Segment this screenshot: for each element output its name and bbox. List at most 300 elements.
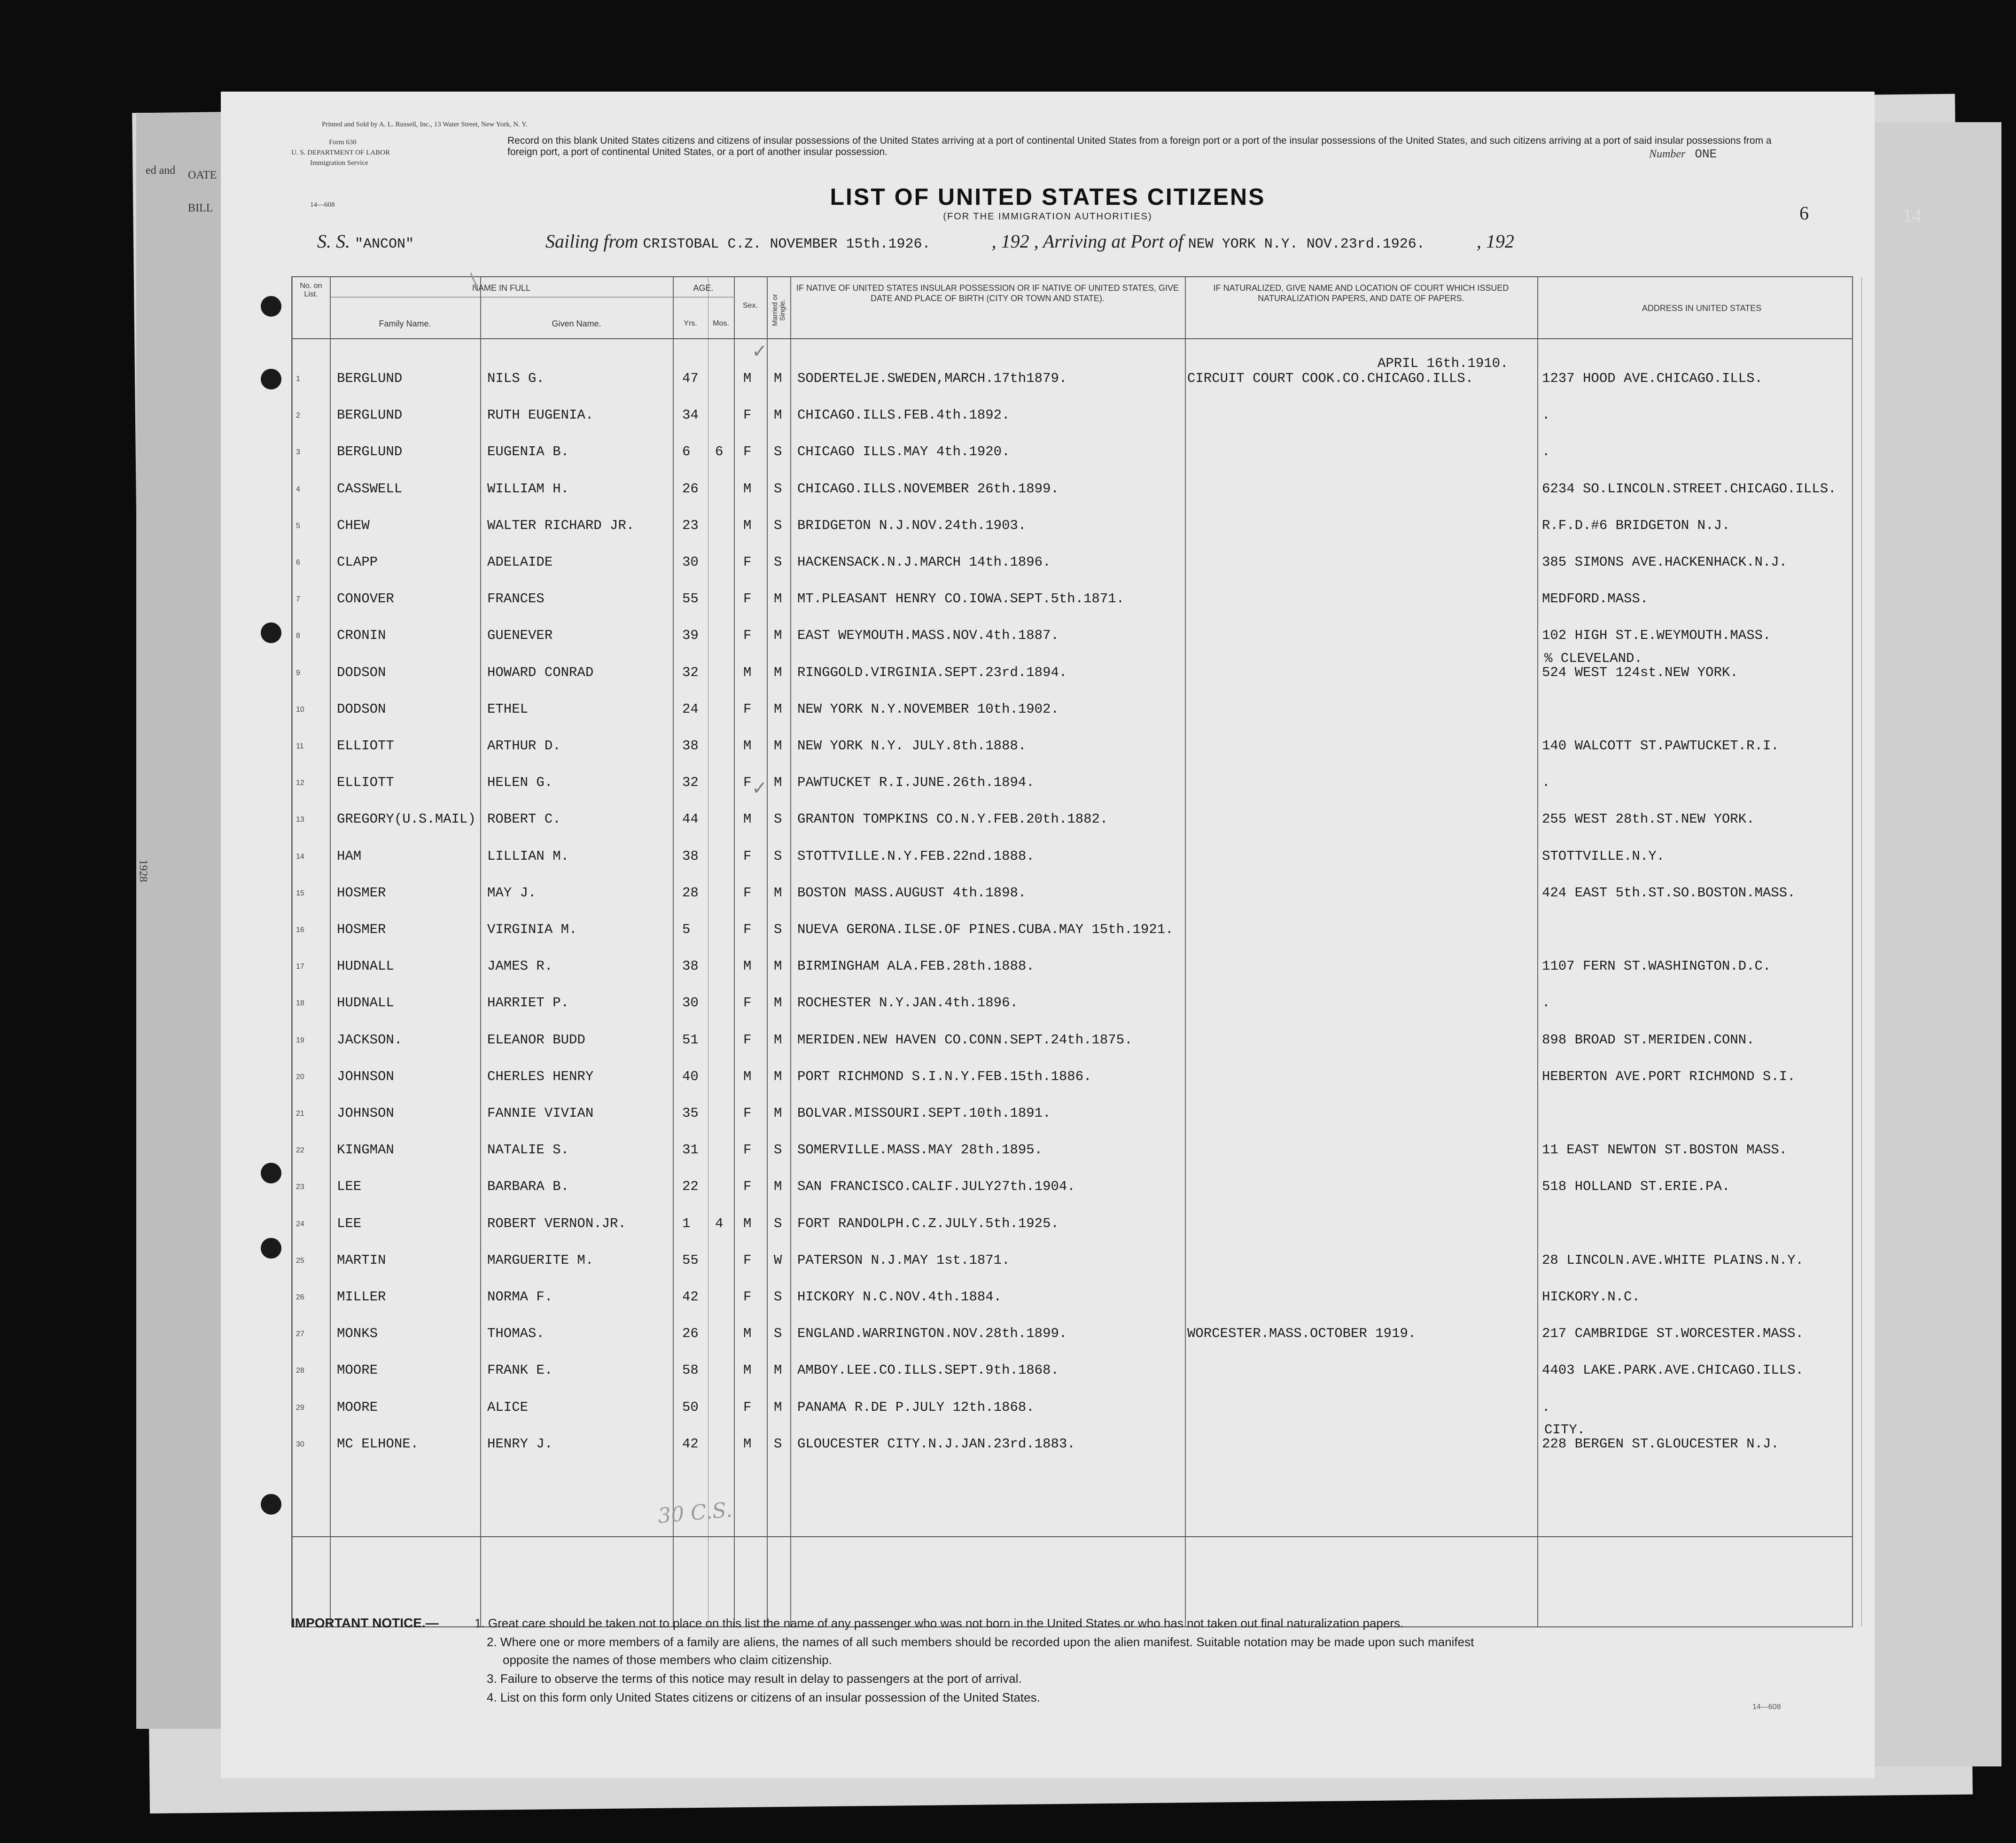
age-years: 42 [682,1436,699,1452]
column-header-age: AGE. [693,283,714,293]
number-label: Number [1649,148,1686,160]
sex: M [743,664,752,680]
table-row [292,756,1852,793]
sex: M [743,1068,752,1084]
table-row [292,793,1852,830]
sex: F [743,1399,752,1415]
manifest-page [221,92,1875,1778]
column-header-name: NAME IN FULL [472,283,531,293]
row-number: 7 [296,595,300,604]
table-row [292,426,1852,462]
family-name: MOORE [337,1399,378,1415]
family-name: BERGLUND [337,371,403,386]
notice-item: 3. Failure to observe the terms of this notice may result in delay to passengers at the port of arrival. [487,1672,1022,1686]
column-header-yrs: Yrs. [684,319,697,327]
marital-status: S [774,517,782,533]
sex: M [743,517,752,533]
marital-status: M [774,885,782,901]
row-number: 16 [296,926,304,934]
check-mark: ✓ [752,778,768,799]
given-name: HENRY J. [487,1436,553,1452]
given-name: MARGUERITE M. [487,1252,594,1268]
us-address: . [1542,995,1550,1011]
sex: F [743,995,752,1011]
table-row [292,1271,1852,1307]
check-mark: ✓ [752,341,768,362]
row-number: 3 [296,448,300,457]
family-name: MONKS [337,1326,378,1342]
marital-status: M [774,738,782,754]
us-address: 385 SIMONS AVE.HACKENHACK.N.J. [1542,554,1788,570]
row-number: 23 [296,1183,304,1191]
given-name: ALICE [487,1399,529,1415]
birth-place-date: MERIDEN.NEW HAVEN CO.CONN.SEPT.24th.1875. [797,1032,1133,1048]
age-years: 31 [682,1142,699,1158]
year-suffix: , 192 [991,231,1029,252]
service-name: Immigration Service [310,159,368,167]
given-name: NILS G. [487,371,545,386]
birth-place-date: ROCHESTER N.Y.JAN.4th.1896. [797,995,1018,1011]
family-name: JOHNSON [337,1068,394,1084]
pencil-mark: ✓ [459,270,488,295]
table-row [292,536,1852,573]
row-number: 10 [296,705,304,714]
marital-status: S [774,1289,782,1305]
table-row [292,1344,1852,1381]
birth-place-date: BOSTON MASS.AUGUST 4th.1898. [797,885,1027,901]
given-name: RUTH EUGENIA. [487,407,594,423]
table-row [292,389,1852,426]
birth-place-date: PATERSON N.J.MAY 1st.1871. [797,1252,1010,1268]
family-name: MARTIN [337,1252,386,1268]
sex: F [743,1142,752,1158]
family-name: BERGLUND [337,407,403,423]
family-name: MILLER [337,1289,386,1305]
given-name: BARBARA B. [487,1179,569,1195]
arriving-port: NEW YORK N.Y. NOV.23rd.1926. [1188,236,1425,252]
column-header-address: ADDRESS IN UNITED STATES [1642,303,1762,313]
table-row [292,573,1852,609]
given-name: ARTHUR D. [487,738,561,754]
birth-place-date: BRIDGETON N.J.NOV.24th.1903. [797,517,1027,533]
us-address: . [1542,407,1550,423]
column-header-naturalized: IF NATURALIZED, GIVE NAME AND LOCATION OF COURT WHICH ISSUED NATURALIZATION PAPERS, AND DATE OF PAPERS. [1213,283,1509,303]
row-number: 12 [296,779,304,787]
sex: M [743,738,752,754]
sex: M [743,1436,752,1452]
sex: F [743,701,752,717]
family-name: JACKSON. [337,1032,403,1048]
sex: M [743,811,752,827]
passenger-table [291,276,1853,1627]
given-name: WALTER RICHARD JR. [487,517,635,533]
us-address: 518 HOLLAND ST.ERIE.PA. [1542,1179,1730,1195]
table-row [292,352,1852,389]
form-code: 14—608 [310,201,335,209]
age-years: 30 [682,995,699,1011]
marital-status: S [774,1215,782,1231]
table-row [292,463,1852,499]
age-years: 28 [682,885,699,901]
family-name: HOSMER [337,922,386,937]
row-number: 17 [296,963,304,971]
naturalization-court: WORCESTER.MASS.OCTOBER 1919. [1187,1326,1417,1342]
margin-fragment: BILL [188,202,213,214]
arriving-label: , Arriving at Port of [1034,231,1183,252]
table-row [292,1160,1852,1197]
row-number: 26 [296,1293,304,1301]
age-years: 40 [682,1068,699,1084]
birth-place-date: GLOUCESTER CITY.N.J.JAN.23rd.1883. [797,1436,1075,1452]
us-address: STOTTVILLE.N.Y. [1542,848,1665,864]
form-number: Form 630 [329,139,357,146]
marital-status: S [774,444,782,460]
birth-place-date: EAST WEYMOUTH.MASS.NOV.4th.1887. [797,628,1059,644]
row-number: 8 [296,632,300,640]
age-years: 50 [682,1399,699,1415]
column-header-mos: Mos. [713,319,729,327]
notice-heading: IMPORTANT NOTICE.— [291,1616,439,1630]
punch-hole [261,1494,281,1515]
given-name: HARRIET P. [487,995,569,1011]
sex: F [743,885,752,901]
given-name: ROBERT VERNON.JR. [487,1215,626,1231]
given-name: CHERLES HENRY [487,1068,594,1084]
sex: M [743,481,752,497]
birth-place-date: PAWTUCKET R.I.JUNE.26th.1894. [797,775,1035,791]
birth-place-date: CHICAGO.ILLS.FEB.4th.1892. [797,407,1010,423]
table-row [292,830,1852,867]
us-address: 524 WEST 124st.NEW YORK. [1542,664,1738,680]
age-years: 42 [682,1289,699,1305]
age-years: 30 [682,554,699,570]
punch-hole [261,296,281,317]
marital-status: M [774,775,782,791]
table-row [292,1014,1852,1050]
given-name: VIRGINIA M. [487,922,577,937]
age-years: 51 [682,1032,699,1048]
us-address: 424 EAST 5th.ST.SO.BOSTON.MASS. [1542,885,1796,901]
us-address: . [1542,775,1550,791]
form-footer-code: 14—608 [1752,1703,1781,1711]
age-years: 35 [682,1105,699,1121]
us-address: . [1542,1399,1550,1415]
sex: M [743,1326,752,1342]
sailing-from: CRISTOBAL C.Z. NOVEMBER 15th.1926. [643,236,931,252]
row-number: 28 [296,1367,304,1375]
us-address: HICKORY.N.C. [1542,1289,1640,1305]
table-row [292,683,1852,720]
age-years: 34 [682,407,699,423]
table-row [292,867,1852,903]
age-years: 26 [682,1326,699,1342]
marital-status: S [774,811,782,827]
row-number: 22 [296,1146,304,1155]
birth-place-date: PORT RICHMOND S.I.N.Y.FEB.15th.1886. [797,1068,1092,1084]
birth-place-date: GRANTON TOMPKINS CO.N.Y.FEB.20th.1882. [797,811,1108,827]
address-note: CITY. [1544,1422,1586,1438]
sex: F [743,444,752,460]
margin-fragment: ed and [146,164,176,177]
age-years: 55 [682,1252,699,1268]
birth-place-date: ENGLAND.WARRINGTON.NOV.28th.1899. [797,1326,1067,1342]
given-name: FRANK E. [487,1362,553,1378]
marital-status: M [774,1362,782,1378]
us-address: 102 HIGH ST.E.WEYMOUTH.MASS. [1542,628,1771,644]
table-row [292,1050,1852,1087]
punch-hole [261,622,281,643]
sex: M [743,958,752,974]
table-row [292,1381,1852,1418]
given-name: FRANCES [487,591,545,607]
age-years: 47 [682,371,699,386]
row-number: 18 [296,999,304,1008]
given-name: LILLIAN M. [487,848,569,864]
birth-place-date: SOMERVILLE.MASS.MAY 28th.1895. [797,1142,1043,1158]
birth-place-date: RINGGOLD.VIRGINIA.SEPT.23rd.1894. [797,664,1067,680]
given-name: ELEANOR BUDD [487,1032,585,1048]
given-name: HOWARD CONRAD [487,664,594,680]
punch-hole [261,369,281,389]
given-name: THOMAS. [487,1326,545,1342]
voyage-line [317,230,1844,252]
us-address: 28 LINCOLN.AVE.WHITE PLAINS.N.Y. [1542,1252,1804,1268]
row-number: 2 [296,412,300,420]
table-row [292,1087,1852,1124]
row-number: 13 [296,816,304,824]
marital-status: M [774,628,782,644]
family-name: JOHNSON [337,1105,394,1121]
passenger-count-note: 30 C.S. [657,1498,733,1528]
table-row [292,1234,1852,1271]
column-header-given: Given Name. [552,319,601,328]
given-name: ROBERT C. [487,811,561,827]
given-name: ETHEL [487,701,529,717]
given-name: GUENEVER [487,628,553,644]
column-header-no: No. on List. [300,282,322,298]
sex: F [743,628,752,644]
family-name: CASSWELL [337,481,403,497]
family-name: MOORE [337,1362,378,1378]
age-years: 38 [682,848,699,864]
birth-place-date: FORT RANDOLPH.C.Z.JULY.5th.1925. [797,1215,1059,1231]
age-years: 38 [682,738,699,754]
marital-status: M [774,995,782,1011]
birth-place-date: SODERTELJE.SWEDEN,MARCH.17th1879. [797,371,1067,386]
row-number: 4 [296,485,300,493]
column-header-family: Family Name. [379,319,431,328]
given-name: WILLIAM H. [487,481,569,497]
family-name: ELLIOTT [337,775,394,791]
margin-fragment: OATE [188,169,217,181]
birth-place-date: NUEVA GERONA.ILSE.OF PINES.CUBA.MAY 15th.1921. [797,922,1174,937]
naturalization-date: APRIL 16th.1910. [1378,356,1509,371]
number-value: ONE [1695,147,1717,161]
marital-status: M [774,1105,782,1121]
us-address: . [1542,444,1550,460]
age-years: 44 [682,811,699,827]
column-rule [1861,277,1862,1626]
sex: M [743,1362,752,1378]
row-number: 29 [296,1403,304,1412]
given-name: NORMA F. [487,1289,553,1305]
sex: F [743,1252,752,1268]
us-address: 4403 LAKE.PARK.AVE.CHICAGO.ILLS. [1542,1362,1804,1378]
record-instructions: Record on this blank United States citizens and citizens of insular possessions of the United States arriving at a port of continental United States from a foreign port or a port of the insular possessions of the United States, and such citizens arriving at a port of said insular possessions from a foreign port, a port of continental United States, or a port of another insular possession. [507,135,1772,157]
birth-place-date: CHICAGO.ILLS.NOVEMBER 26th.1899. [797,481,1059,497]
birth-place-date: HICKORY N.C.NOV.4th.1884. [797,1289,1002,1305]
sex: F [743,1289,752,1305]
age-years: 38 [682,958,699,974]
row-number: 9 [296,669,300,677]
marital-status: M [774,1032,782,1048]
sex: F [743,1179,752,1195]
age-years: 26 [682,481,699,497]
marital-status: M [774,1399,782,1415]
department-name: U. S. DEPARTMENT OF LABOR [291,149,390,156]
sex: F [743,775,752,791]
birth-place-date: NEW YORK N.Y.NOVEMBER 10th.1902. [797,701,1059,717]
page-subtitle: (FOR THE IMMIGRATION AUTHORITIES) [943,211,1152,222]
us-address: 1107 FERN ST.WASHINGTON.D.C. [1542,958,1771,974]
punch-hole [261,1163,281,1183]
row-number: 24 [296,1220,304,1228]
family-name: KINGMAN [337,1142,394,1158]
age-years: 6 [682,444,691,460]
given-name: HELEN G. [487,775,553,791]
marital-status: S [774,848,782,864]
given-name: MAY J. [487,885,537,901]
birth-place-date: NEW YORK N.Y. JULY.8th.1888. [797,738,1027,754]
age-years: 58 [682,1362,699,1378]
birth-place-date: AMBOY.LEE.CO.ILLS.SEPT.9th.1868. [797,1362,1059,1378]
family-name: CLAPP [337,554,378,570]
us-address: R.F.D.#6 BRIDGETON N.J. [1542,517,1730,533]
year-suffix: , 192 [1476,231,1514,252]
notice-item: 4. List on this form only United States citizens or citizens of an insular possession of the United States. [487,1690,1040,1704]
age-years: 1 [682,1215,691,1231]
sex: M [743,371,752,386]
marital-status: M [774,407,782,423]
birth-place-date: HACKENSACK.N.J.MARCH 14th.1896. [797,554,1051,570]
marital-status: M [774,701,782,717]
sex: F [743,922,752,937]
given-name: EUGENIA B. [487,444,569,460]
sex: F [743,554,752,570]
age-years: 32 [682,664,699,680]
column-header-birth: IF NATIVE OF UNITED STATES INSULAR POSSESSION OR IF NATIVE OF UNITED STATES, GIVE DATE AND PLACE OF BIRTH (CITY OR TOWN AND STATE). [796,283,1179,303]
family-name: DODSON [337,701,386,717]
age-months: 4 [715,1215,724,1231]
family-name: HUDNALL [337,995,394,1011]
sex: F [743,1105,752,1121]
ship-name: "ANCON" [355,236,414,252]
us-address: MEDFORD.MASS. [1542,591,1649,607]
us-address: 255 WEST 28th.ST.NEW YORK. [1542,811,1755,827]
us-address: 898 BROAD ST.MERIDEN.CONN. [1542,1032,1755,1048]
marital-status: S [774,481,782,497]
family-name: MC ELHONE. [337,1436,419,1452]
row-number: 19 [296,1036,304,1044]
table-row [292,720,1852,756]
marital-status: M [774,664,782,680]
birth-place-date: CHICAGO ILLS.MAY 4th.1920. [797,444,1010,460]
page-number: 6 [1799,202,1809,224]
table-row [292,1124,1852,1160]
us-address: 217 CAMBRIDGE ST.WORCESTER.MASS. [1542,1326,1804,1342]
sex: M [743,1215,752,1231]
margin-fragment: 1928 [137,859,149,882]
family-name: HUDNALL [337,958,394,974]
row-number: 11 [296,742,304,750]
table-row [292,646,1852,683]
table-row [292,977,1852,1013]
sailing-label: Sailing from [545,231,638,252]
birth-place-date: PANAMA R.DE P.JULY 12th.1868. [797,1399,1035,1415]
row-number: 21 [296,1110,304,1118]
us-address: 6234 SO.LINCOLN.STREET.CHICAGO.ILLS. [1542,481,1837,497]
us-address: 228 BERGEN ST.GLOUCESTER N.J. [1542,1436,1779,1452]
given-name: NATALIE S. [487,1142,569,1158]
birth-place-date: MT.PLEASANT HENRY CO.IOWA.SEPT.5th.1871. [797,591,1125,607]
address-note: % CLEVELAND. [1544,650,1642,666]
family-name: DODSON [337,664,386,680]
birth-place-date: SAN FRANCISCO.CALIF.JULY27th.1904. [797,1179,1075,1195]
marital-status: S [774,922,782,937]
table-bottom-rule [292,1536,1852,1537]
age-years: 55 [682,591,699,607]
us-address: 11 EAST NEWTON ST.BOSTON MASS. [1542,1142,1788,1158]
naturalization-court: CIRCUIT COURT COOK.CO.CHICAGO.ILLS. [1187,371,1474,386]
age-years: 23 [682,517,699,533]
birth-place-date: BIRMINGHAM ALA.FEB.28th.1888. [797,958,1035,974]
given-name: FANNIE VIVIAN [487,1105,594,1121]
family-name: LEE [337,1215,362,1231]
marital-status: S [774,1326,782,1342]
row-number: 1 [296,375,300,383]
age-years: 32 [682,775,699,791]
marital-status: S [774,554,782,570]
marital-status: S [774,1436,782,1452]
family-name: LEE [337,1179,362,1195]
age-years: 5 [682,922,691,937]
row-number: 27 [296,1330,304,1338]
row-number: 30 [296,1440,304,1448]
page-title: LIST OF UNITED STATES CITIZENS [830,184,1266,210]
notice-item: 1. Great care should be taken not to place on this list the name of any passenger who was not born in the United States or who has not taken out final naturalization papers. [475,1616,1404,1630]
family-name: CRONIN [337,628,386,644]
list-number [1649,147,1717,161]
family-name: ELLIOTT [337,738,394,754]
table-row [292,1198,1852,1234]
notice-item: opposite the names of those members who claim citizenship. [503,1653,832,1667]
birth-place-date: STOTTVILLE.N.Y.FEB.22nd.1888. [797,848,1035,864]
right-page-number: 14 [1903,205,1922,226]
given-name: ADELAIDE [487,554,553,570]
column-header-sex: Sex. [742,302,758,310]
age-years: 24 [682,701,699,717]
age-years: 22 [682,1179,699,1195]
table-row [292,499,1852,536]
marital-status: M [774,591,782,607]
given-name: JAMES R. [487,958,553,974]
age-years: 39 [682,628,699,644]
marital-status: W [774,1252,782,1268]
us-address: HEBERTON AVE.PORT RICHMOND S.I. [1542,1068,1796,1084]
column-header-married: Married or Single. [771,294,786,327]
row-number: 14 [296,852,304,861]
sex: F [743,591,752,607]
